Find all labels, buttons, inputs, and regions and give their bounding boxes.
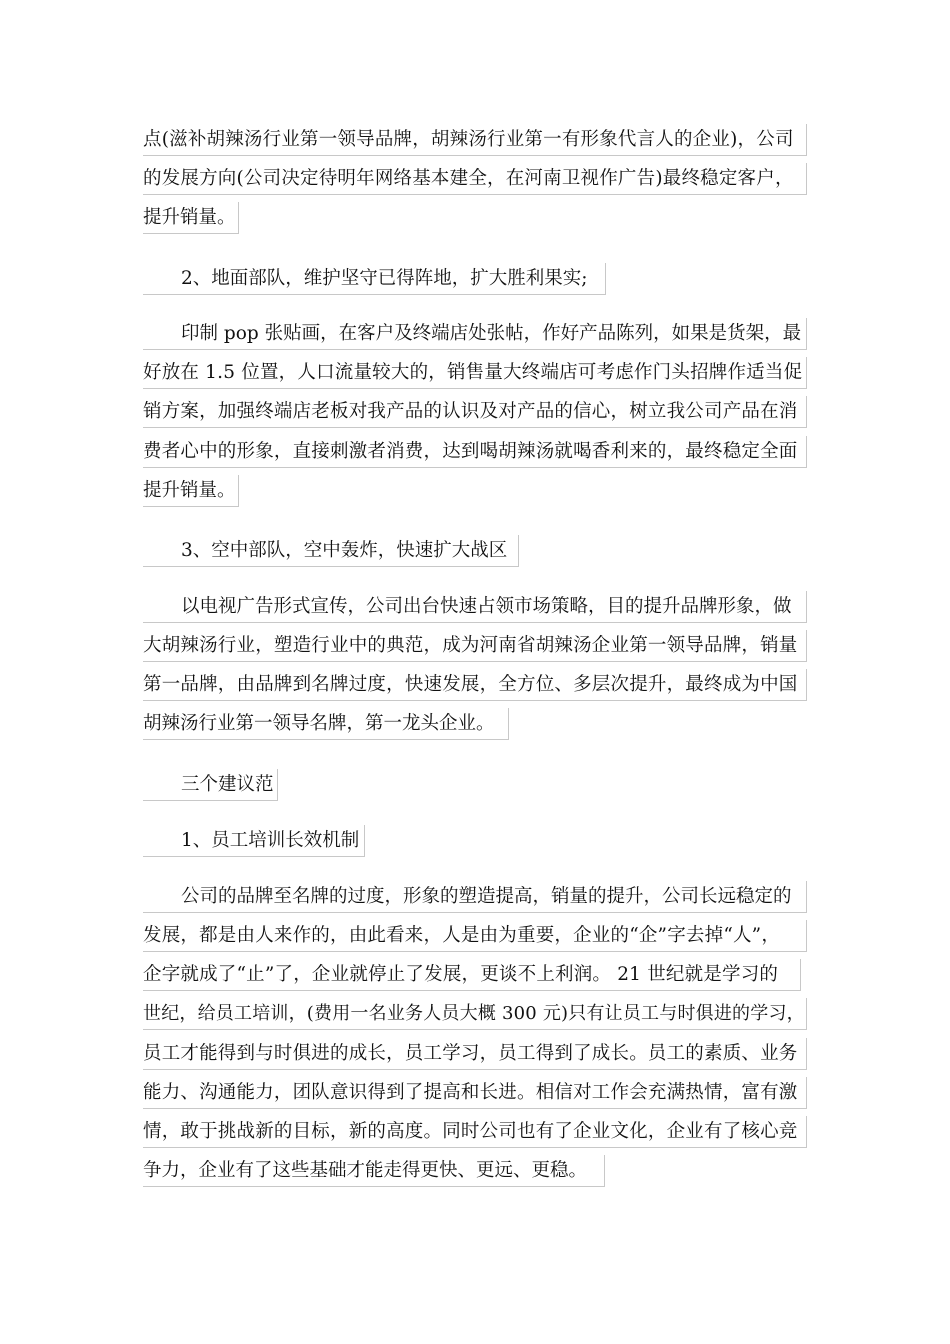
section-heading: 3、空中部队，空中轰炸，快速扩大战区 (143, 535, 519, 567)
text-line: 情，敢于挑战新的目标，新的高度。同时公司也有了企业文化，企业有了核心竞 (143, 1116, 807, 1148)
text-line: 发展，都是由人来作的，由此看来，人是由为重要，企业的“企”字去掉“人”， (143, 920, 807, 952)
text-line: 大胡辣汤行业，塑造行业中的典范，成为河南省胡辣汤企业第一领导品牌，销量 (143, 630, 807, 662)
text-line: 争力，企业有了这些基础才能走得更快、更远、更稳。 (143, 1155, 605, 1187)
section-heading: 1、员工培训长效机制 (143, 825, 365, 857)
text-line: 印制 pop 张贴画，在客户及终端店处张帖，作好产品陈列，如果是货架，最 (143, 318, 807, 350)
text-line: 点(滋补胡辣汤行业第一领导品牌，胡辣汤行业第一有形象代言人的企业)，公司 (143, 124, 807, 156)
text-line: 能力、沟通能力，团队意识得到了提高和长进。相信对工作会充满热情，富有激 (143, 1077, 807, 1109)
text-line: 公司的品牌至名牌的过度，形象的塑造提高，销量的提升，公司长远稳定的 (143, 881, 807, 913)
text-line: 费者心中的形象，直接刺激者消费，达到喝胡辣汤就喝香利来的，最终稳定全面 (143, 436, 807, 468)
text-line: 世纪，给员工培训，(费用一名业务人员大概 300 元)只有让员工与时俱进的学习， (143, 998, 807, 1030)
text-line: 以电视广告形式宣传，公司出台快速占领市场策略，目的提升品牌形象，做 (143, 591, 807, 623)
text-line: 胡辣汤行业第一领导名牌，第一龙头企业。 (143, 708, 509, 740)
text-line: 第一品牌，由品牌到名牌过度，快速发展，全方位、多层次提升，最终成为中国 (143, 669, 807, 701)
text-line: 好放在 1.5 位置，人口流量较大的，销售量大终端店可考虑作门头招牌作适当促 (143, 357, 807, 389)
section-heading: 2、地面部队，维护坚守已得阵地，扩大胜利果实; (143, 263, 606, 295)
text-line: 销方案，加强终端店老板对我产品的认识及对产品的信心，树立我公司产品在消 (143, 396, 807, 428)
text-line: 提升销量。 (143, 202, 239, 234)
section-heading: 三个建议范 (143, 769, 278, 801)
text-line: 员工才能得到与时俱进的成长，员工学习，员工得到了成长。员工的素质、业务 (143, 1038, 807, 1070)
text-line: 提升销量。 (143, 475, 239, 507)
text-line: 企字就成了“止”了，企业就停止了发展，更谈不上利润。 21 世纪就是学习的 (143, 959, 801, 991)
text-line: 的发展方向(公司决定待明年网络基本建全，在河南卫视作广告)最终稳定客户， (143, 163, 807, 195)
